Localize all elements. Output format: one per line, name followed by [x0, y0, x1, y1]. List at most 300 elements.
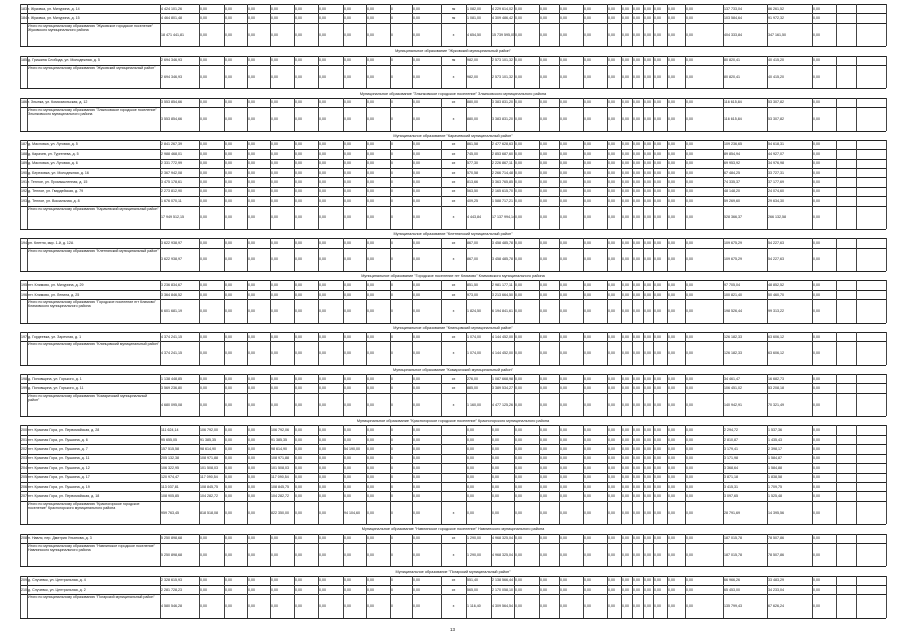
column-divider — [318, 393, 319, 417]
table-cell: 0,00 — [608, 74, 615, 79]
column-divider — [20, 501, 21, 525]
column-divider — [224, 341, 225, 365]
table-cell: 37 177,69 — [768, 180, 784, 185]
column-divider — [653, 444, 654, 453]
table-cell: 0,00 — [654, 215, 661, 220]
table-cell: 0,00 — [225, 465, 232, 470]
table-cell: 565,00 — [467, 587, 478, 592]
table-cell: 1 838,58 — [768, 475, 782, 480]
column-divider — [270, 576, 271, 585]
column-divider — [343, 473, 344, 482]
column-divider — [632, 383, 633, 392]
column-divider — [247, 393, 248, 417]
table-cell: 0,00 — [540, 6, 547, 11]
column-divider — [723, 341, 724, 365]
column-divider — [318, 248, 319, 272]
column-divider — [583, 4, 584, 13]
column-divider — [294, 534, 295, 543]
table-cell: 0,00 — [200, 536, 207, 541]
table-cell: 0,00 — [622, 578, 629, 583]
column-divider — [294, 473, 295, 482]
table-cell: 0,00 — [319, 604, 326, 609]
column-divider — [491, 149, 492, 158]
column-divider — [441, 543, 442, 567]
table-cell: 0,00 — [200, 100, 207, 105]
column-divider — [539, 299, 540, 323]
column-divider — [390, 543, 391, 567]
column-divider — [160, 463, 161, 472]
table-cell: сх — [451, 587, 456, 592]
column-divider — [366, 13, 367, 22]
table-cell: 0,00 — [295, 16, 302, 21]
table-cell: 40 415,20 — [768, 74, 784, 79]
section-heading: Муниципальное образование "Карачевский муниципальный район" — [393, 133, 513, 138]
table-cell: 0,00 — [413, 32, 420, 37]
column-divider — [343, 65, 344, 89]
column-divider — [20, 13, 21, 22]
column-divider — [160, 187, 161, 196]
column-divider — [412, 196, 413, 205]
table-cell: 0,00 — [271, 376, 278, 381]
column-divider — [767, 238, 768, 247]
column-divider — [836, 98, 837, 107]
table-cell: 0,00 — [633, 170, 640, 175]
column-divider — [441, 491, 442, 500]
column-divider — [20, 280, 21, 289]
column-divider — [886, 491, 887, 500]
column-divider — [667, 98, 668, 107]
table-cell: 861,58 — [467, 142, 478, 147]
column-divider — [886, 238, 887, 247]
column-divider — [466, 177, 467, 186]
table-cell: 0,00 — [584, 74, 591, 79]
table-cell: 0,00 — [515, 161, 522, 166]
column-divider — [539, 187, 540, 196]
table-cell: 0,00 — [560, 32, 567, 37]
column-divider — [607, 341, 608, 365]
table-cell: 0,00 — [467, 447, 474, 452]
column-divider — [343, 149, 344, 158]
table-cell: 0,00 — [225, 456, 232, 461]
table-cell: Итого по муниципальному образованию "Навлинское городское поселение" Навлинского муниципального района — [28, 543, 155, 553]
column-divider — [27, 299, 28, 323]
table-cell: 0,00 — [584, 16, 591, 21]
table-cell: 0,00 — [560, 161, 567, 166]
column-divider — [270, 238, 271, 247]
table-cell: 0,00 — [560, 292, 567, 297]
table-cell: 0,00 — [633, 161, 640, 166]
column-divider — [886, 98, 887, 107]
column-divider — [441, 534, 442, 543]
table-cell: г. Жуковка, ул. Мичурина, д. 15 — [28, 16, 80, 21]
column-divider — [199, 280, 200, 289]
table-cell: 0,00 — [225, 292, 232, 297]
table-cell: 0,00 — [319, 151, 326, 156]
table-cell: 0,00 — [271, 180, 278, 185]
column-divider — [632, 107, 633, 131]
table-cell: 0,00 — [813, 376, 820, 381]
column-divider — [366, 444, 367, 453]
table-cell: 0,00 — [813, 58, 820, 63]
column-divider — [441, 594, 442, 618]
column-divider — [632, 473, 633, 482]
column-divider — [441, 332, 442, 341]
table-cell: 0,00 — [633, 578, 640, 583]
table-cell: 0,00 — [200, 376, 207, 381]
table-cell: 99 313,22 — [768, 309, 784, 313]
column-divider — [390, 280, 391, 289]
column-divider — [723, 576, 724, 585]
table-cell: 109 236,65 — [724, 142, 742, 147]
column-divider — [294, 248, 295, 272]
table-cell — [21, 403, 26, 407]
table-cell: 0,00 — [584, 386, 591, 391]
table-cell: 0,00 — [295, 116, 302, 121]
column-divider — [27, 501, 28, 525]
table-cell: сх — [451, 241, 456, 245]
column-divider — [685, 435, 686, 444]
column-divider — [723, 206, 724, 230]
column-divider — [491, 56, 492, 65]
column-divider — [441, 107, 442, 131]
column-divider — [20, 98, 21, 107]
column-divider — [466, 435, 467, 444]
table-cell: 0,00 — [668, 6, 675, 11]
column-divider — [539, 290, 540, 299]
column-divider — [318, 299, 319, 323]
table-cell: 0,00 — [686, 386, 693, 391]
column-divider — [886, 383, 887, 392]
table-cell: 0,00 — [633, 484, 640, 489]
column-divider — [27, 576, 28, 585]
column-divider — [27, 56, 28, 65]
table-cell: 0,00 — [686, 151, 693, 156]
column-divider — [653, 534, 654, 543]
column-divider — [224, 594, 225, 618]
column-divider — [812, 534, 813, 543]
table-cell: 867,00 — [467, 257, 478, 262]
column-divider — [643, 341, 644, 365]
table-cell: 0,00 — [295, 428, 302, 433]
table-cell: 0,00 — [668, 241, 675, 245]
column-divider — [224, 238, 225, 247]
table-cell: 0,00 — [644, 6, 651, 11]
table-cell: 0,00 — [540, 456, 547, 461]
table-cell: 0,00 — [344, 180, 351, 185]
column-divider — [667, 149, 668, 158]
table-cell: 0,00 — [813, 6, 820, 11]
table-cell: 2 573 101,32 — [492, 58, 513, 63]
table-cell: 0,00 — [515, 142, 522, 147]
column-divider — [390, 383, 391, 392]
table-cell: 0,00 — [515, 170, 522, 175]
table-cell: 0,00 — [200, 402, 207, 407]
column-divider — [247, 491, 248, 500]
table-cell: пк — [451, 16, 456, 21]
table-cell: 0,00 — [668, 578, 675, 583]
column-divider — [685, 576, 686, 585]
table-cell: 0,00 — [492, 484, 499, 489]
table-cell: 0,00 — [633, 151, 640, 156]
column-divider — [20, 332, 21, 341]
column-divider — [836, 491, 837, 500]
table-cell: 0,00 — [813, 161, 820, 166]
column-divider — [583, 23, 584, 47]
table-cell: 190 — [21, 170, 27, 175]
table-cell: 69 953,92 — [724, 161, 740, 166]
column-divider — [559, 383, 560, 392]
column-divider — [607, 383, 608, 392]
column-divider — [294, 435, 295, 444]
column-divider — [466, 168, 467, 177]
column-divider — [318, 13, 319, 22]
table-cell: 0,00 — [248, 334, 255, 339]
table-cell: 0,00 — [644, 456, 651, 461]
section-heading: Муниципальное образование "Навлинское городское поселение" Навлинского муниципального района — [361, 527, 545, 532]
table-cell: 0,00 — [608, 402, 615, 407]
table-cell: 192 — [21, 189, 27, 194]
column-divider — [685, 140, 686, 149]
column-divider — [294, 501, 295, 525]
table-cell: 0,00 — [467, 465, 474, 470]
table-cell: 116 615,84 — [724, 100, 742, 105]
table-cell: 3 475 178,61 — [161, 180, 182, 185]
column-divider — [767, 23, 768, 47]
column-divider — [27, 168, 28, 177]
table-cell: 0,00 — [248, 494, 255, 499]
table-cell: 0,00 — [367, 428, 374, 433]
table-cell: 0,00 — [295, 180, 302, 185]
table-cell: 0,00 — [515, 100, 522, 105]
column-divider — [247, 159, 248, 168]
table-cell: 0,00 — [367, 456, 374, 461]
table-cell: 0,00 — [344, 6, 351, 11]
table-cell: 0,00 — [644, 351, 651, 356]
table-cell: 1 584,88 — [768, 465, 782, 470]
column-divider — [318, 280, 319, 289]
table-cell: Итого по муниципальному образованию "Городское поселение пгт Климово" Климовского муниципального района — [28, 300, 156, 309]
column-divider — [653, 576, 654, 585]
table-cell: 0,00 — [248, 170, 255, 175]
table-cell: 0,00 — [271, 6, 278, 11]
column-divider — [466, 206, 467, 230]
table-cell: 2 331 772,99 — [161, 161, 182, 166]
table-cell: 0,00 — [813, 180, 820, 185]
column-divider — [667, 594, 668, 618]
table-cell: 880,00 — [467, 100, 478, 105]
column-divider — [583, 13, 584, 22]
column-divider — [643, 473, 644, 482]
table-cell: 0,00 — [413, 100, 420, 105]
column-divider — [27, 206, 28, 230]
table-cell: 0,00 — [271, 116, 278, 121]
column-divider — [199, 168, 200, 177]
column-divider — [247, 149, 248, 158]
row-rule — [20, 271, 886, 272]
table-cell: 0,00 — [200, 58, 207, 63]
table-cell: 0,00 — [654, 376, 661, 381]
table-cell: 201 — [21, 437, 27, 442]
column-divider — [621, 299, 622, 323]
column-divider — [583, 168, 584, 177]
table-cell: 0,00 — [560, 437, 567, 442]
column-divider — [583, 473, 584, 482]
column-divider — [441, 65, 442, 89]
column-divider — [441, 13, 442, 22]
column-divider — [812, 177, 813, 186]
column-divider — [270, 482, 271, 491]
table-cell: 200 — [21, 428, 27, 433]
table-cell: 0,00 — [608, 428, 615, 433]
column-divider — [224, 463, 225, 472]
column-divider — [491, 425, 492, 434]
table-cell: 0,00 — [540, 604, 547, 609]
column-divider — [583, 98, 584, 107]
table-cell: 0,00 — [344, 536, 351, 541]
column-divider — [643, 463, 644, 472]
table-cell: 0,00 — [319, 292, 326, 297]
table-cell: 0,00 — [560, 215, 567, 220]
column-divider — [685, 238, 686, 247]
column-divider — [607, 177, 608, 186]
table-cell: 0,00 — [515, 510, 522, 515]
column-divider — [643, 454, 644, 463]
table-cell: 0,00 — [584, 437, 591, 442]
table-cell: 0,00 — [367, 74, 374, 79]
table-cell: 140 942,91 — [724, 402, 742, 407]
table-cell: 0,00 — [622, 402, 629, 407]
table-cell: 0,00 — [225, 386, 232, 391]
column-divider — [412, 501, 413, 525]
table-cell: 0,00 — [295, 58, 302, 63]
column-divider — [160, 280, 161, 289]
table-cell: 0,00 — [608, 447, 615, 452]
column-divider — [685, 585, 686, 594]
column-divider — [836, 576, 837, 585]
table-cell: 0,00 — [515, 447, 522, 452]
column-divider — [343, 140, 344, 149]
column-divider — [886, 473, 887, 482]
column-divider — [441, 187, 442, 196]
table-cell: 0,00 — [344, 16, 351, 21]
column-divider — [224, 576, 225, 585]
section-heading: Муниципальное образование "Комаричский муниципальный район" — [393, 367, 513, 372]
column-divider — [653, 140, 654, 149]
table-cell: 0,00 — [608, 16, 615, 21]
column-divider — [685, 280, 686, 289]
table-cell: 0,00 — [367, 116, 374, 121]
table-cell: 0,00 — [686, 142, 693, 147]
column-divider — [685, 482, 686, 491]
column-divider — [412, 159, 413, 168]
table-cell: x — [452, 309, 455, 313]
column-divider — [559, 4, 560, 13]
table-cell — [21, 75, 26, 79]
table-cell: 0,00 — [560, 494, 567, 499]
table-cell: 185 — [21, 58, 27, 63]
column-divider — [632, 454, 633, 463]
column-divider — [886, 159, 887, 168]
table-cell — [21, 553, 26, 557]
table-cell: 577,30 — [467, 161, 478, 166]
table-cell: 0,00 — [248, 189, 255, 194]
column-divider — [856, 23, 857, 47]
table-cell: 813,66 — [467, 180, 478, 185]
table-cell: 0,00 — [654, 142, 661, 147]
column-divider — [812, 238, 813, 247]
table-cell: 0,00 — [200, 334, 207, 339]
table-cell: 0,00 — [560, 309, 567, 313]
column-divider — [390, 13, 391, 22]
column-divider — [20, 149, 21, 158]
column-divider — [514, 65, 515, 89]
table-cell: 0,00 — [608, 257, 615, 262]
table-cell: 0,00 — [413, 536, 420, 541]
column-divider — [559, 65, 560, 89]
table-cell: 0,00 — [560, 536, 567, 541]
table-cell: 0,00 — [515, 151, 522, 156]
table-cell: 0,00 — [644, 189, 651, 194]
column-divider — [685, 341, 686, 365]
column-divider — [723, 463, 724, 472]
table-cell: 0,00 — [248, 257, 255, 262]
table-cell: 0,00 — [560, 74, 567, 79]
table-cell: 0,00 — [686, 6, 693, 11]
table-cell: 0,00 — [686, 257, 693, 262]
table-cell: 0,00 — [644, 58, 651, 63]
column-divider — [390, 107, 391, 131]
table-cell: 0,00 — [319, 198, 326, 203]
table-cell: 4 464 801,48 — [161, 16, 182, 21]
column-divider — [812, 168, 813, 177]
column-divider — [856, 444, 857, 453]
column-divider — [723, 501, 724, 525]
column-divider — [667, 159, 668, 168]
table-cell: 66 966,26 — [724, 578, 740, 583]
column-divider — [199, 65, 200, 89]
table-cell: 0,00 — [668, 334, 675, 339]
column-divider — [412, 594, 413, 618]
table-cell: 0,00 — [319, 428, 326, 433]
column-divider — [667, 454, 668, 463]
column-divider — [685, 290, 686, 299]
table-cell: 0,00 — [622, 309, 629, 313]
table-cell: 0,00 — [367, 334, 374, 339]
table-cell: 0,00 — [319, 578, 326, 583]
table-cell: 0,00 — [584, 180, 591, 185]
column-divider — [441, 280, 442, 289]
column-divider — [294, 196, 295, 205]
column-divider — [27, 65, 28, 89]
column-divider — [466, 594, 467, 618]
column-divider — [224, 290, 225, 299]
column-divider — [441, 98, 442, 107]
column-divider — [390, 393, 391, 417]
row-rule — [20, 444, 886, 445]
column-divider — [812, 543, 813, 567]
table-cell: 0,00 — [686, 100, 693, 105]
column-divider — [20, 159, 21, 168]
table-cell: 34 461,47 — [724, 376, 740, 381]
column-divider — [539, 206, 540, 230]
column-divider — [836, 280, 837, 289]
column-divider — [653, 393, 654, 417]
column-divider — [318, 543, 319, 567]
table-cell: 0,00 — [633, 437, 640, 442]
column-divider — [270, 463, 271, 472]
table-cell: 0,00 — [622, 58, 629, 63]
table-cell: 0,00 — [413, 215, 420, 220]
